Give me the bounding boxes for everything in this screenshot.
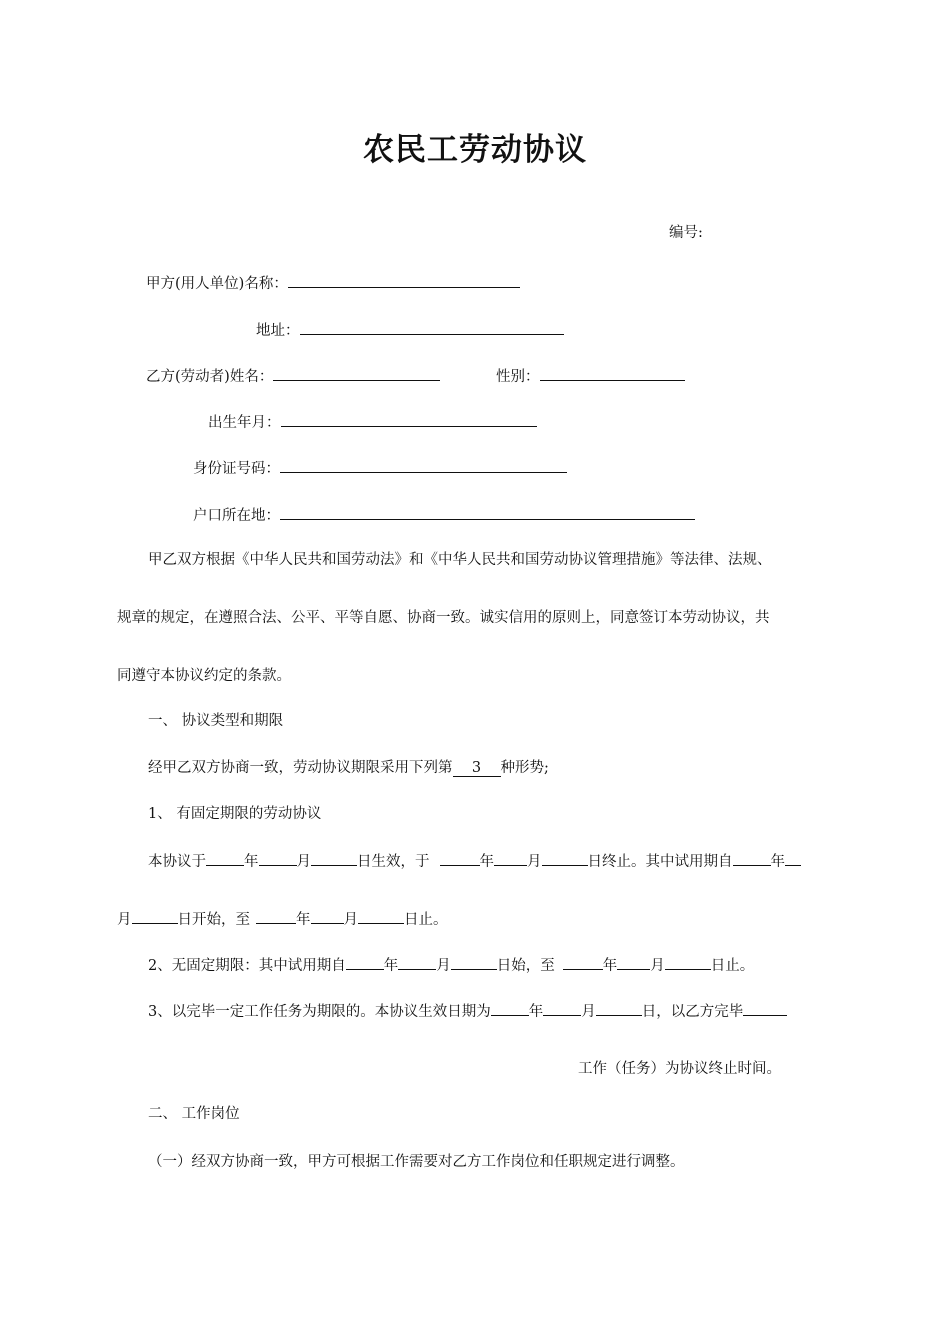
item-2-text: 2、无固定期限：其中试用期自	[148, 958, 346, 974]
item-3-month-field[interactable]	[543, 1001, 581, 1016]
year-label: 年	[602, 958, 618, 974]
item-1-end-year-field[interactable]	[440, 851, 480, 866]
item-3-end-line: 工作（任务）为协议终止时间。	[578, 1061, 781, 1077]
month-label: 月	[117, 912, 132, 928]
month-label: 月	[296, 854, 311, 870]
year-label: 年	[244, 854, 259, 870]
party-b-hukou-field[interactable]	[280, 505, 695, 520]
party-b-name-field[interactable]	[273, 366, 440, 381]
item-2-line	[148, 955, 754, 976]
item-2-end-year-field[interactable]	[563, 955, 603, 970]
item-2-start-year-field[interactable]	[346, 955, 384, 970]
item-1-heading: 1、 有固定期限的劳动协议	[148, 806, 322, 822]
month-label: 月	[436, 958, 451, 974]
party-b-gender-label: 性别：	[496, 369, 540, 385]
party-b-name-row	[146, 366, 440, 387]
item-1-start-text: 本协议于	[148, 854, 206, 870]
section-1-heading: 一、 协议类型和期限	[148, 713, 284, 729]
item-3-complete-text: 日，以乙方完毕	[641, 1004, 744, 1020]
month-label: 月	[343, 912, 358, 928]
preamble-line-3: 同遵守本协议约定的条款。	[117, 668, 291, 684]
party-a-address-field[interactable]	[300, 320, 564, 335]
party-b-id-label: 身份证号码：	[193, 461, 280, 477]
party-a-address-row	[256, 320, 564, 341]
item-2-start-month-field[interactable]	[398, 955, 436, 970]
year-label: 年	[770, 854, 785, 870]
item-1-start-day-field[interactable]	[311, 851, 357, 866]
item-1-probation-year-field[interactable]	[733, 851, 771, 866]
item-3-text: 3、以完毕一定工作任务为期限的。本协议生效日期为	[148, 1004, 491, 1020]
item-2-start-day-field[interactable]	[451, 955, 497, 970]
section-1-intro	[148, 758, 549, 778]
item-1-dates-line-2	[117, 909, 448, 930]
item-2-end-text: 日止。	[710, 958, 755, 974]
item-1-end-day-field[interactable]	[542, 851, 588, 866]
section-2-item-1: （一）经双方协商一致，甲方可根据工作需要对乙方工作岗位和任职规定进行调整。	[148, 1154, 685, 1170]
party-b-id-field[interactable]	[280, 458, 567, 473]
item-1-probation-start-text: 日开始，至	[177, 912, 250, 928]
preamble-line-2: 规章的规定，在遵照合法、公平、平等自愿、协商一致。诚实信用的原则上，同意签订本劳动协议，共	[117, 610, 770, 626]
section-2-heading: 二、 工作岗位	[148, 1106, 240, 1122]
party-b-birth-label: 出生年月：	[208, 415, 281, 431]
item-1-start-year-field[interactable]	[206, 851, 244, 866]
item-1-effective-text: 日生效，于	[357, 854, 430, 870]
item-2-start-text: 日始，至	[496, 958, 555, 974]
month-label: 月	[527, 854, 542, 870]
party-b-id-row	[193, 458, 567, 479]
item-2-end-day-field[interactable]	[665, 955, 711, 970]
party-b-gender-row	[496, 366, 685, 387]
item-1-end-month-field[interactable]	[494, 851, 527, 866]
item-1-probation-end-day-field[interactable]	[358, 909, 404, 924]
party-b-birth-field[interactable]	[281, 412, 537, 427]
party-b-hukou-label: 户口所在地：	[193, 508, 280, 524]
contract-type-choice[interactable]: 3	[453, 760, 501, 777]
preamble-line-1: 甲乙双方根据《中华人民共和国劳动法》和《中华人民共和国劳动协议管理措施》等法律、法规、	[148, 552, 772, 568]
party-a-name-field[interactable]	[288, 273, 520, 288]
party-b-hukou-row	[193, 505, 695, 526]
serial-number-label: 编号:	[669, 225, 703, 241]
item-3-line	[148, 1001, 787, 1022]
item-2-end-month-field[interactable]	[617, 955, 650, 970]
party-a-name-label: 甲方(用人单位)名称：	[146, 276, 288, 292]
section-1-intro-suffix: 种形势;	[500, 760, 549, 776]
year-label: 年	[383, 958, 399, 974]
month-label: 月	[650, 958, 665, 974]
party-b-gender-field[interactable]	[540, 366, 685, 381]
party-a-address-label: 地址：	[256, 323, 300, 339]
document-title: 农民工劳动协议	[363, 132, 587, 168]
item-1-probation-end-text: 日止。	[404, 912, 448, 928]
item-3-year-field[interactable]	[491, 1001, 529, 1016]
item-1-probation-month-field[interactable]	[785, 851, 801, 866]
section-1-intro-text: 经甲乙双方协商一致，劳动协议期限采用下列第	[148, 760, 453, 776]
item-1-probation-day-field[interactable]	[132, 909, 178, 924]
item-1-start-month-field[interactable]	[259, 851, 297, 866]
party-b-birth-row	[208, 412, 537, 433]
item-1-probation-end-year-field[interactable]	[256, 909, 296, 924]
party-b-name-label: 乙方(劳动者)姓名：	[146, 369, 274, 385]
year-label: 年	[296, 912, 311, 928]
item-3-task-field[interactable]	[743, 1001, 787, 1016]
party-a-name-row	[146, 273, 520, 294]
year-label: 年	[479, 854, 494, 870]
item-1-dates-line-1	[148, 851, 801, 872]
month-label: 月	[581, 1004, 596, 1020]
year-label: 年	[528, 1004, 544, 1020]
item-3-day-field[interactable]	[596, 1001, 642, 1016]
item-1-probation-text: 日终止。其中试用期自	[587, 854, 733, 870]
item-1-probation-end-month-field[interactable]	[311, 909, 344, 924]
